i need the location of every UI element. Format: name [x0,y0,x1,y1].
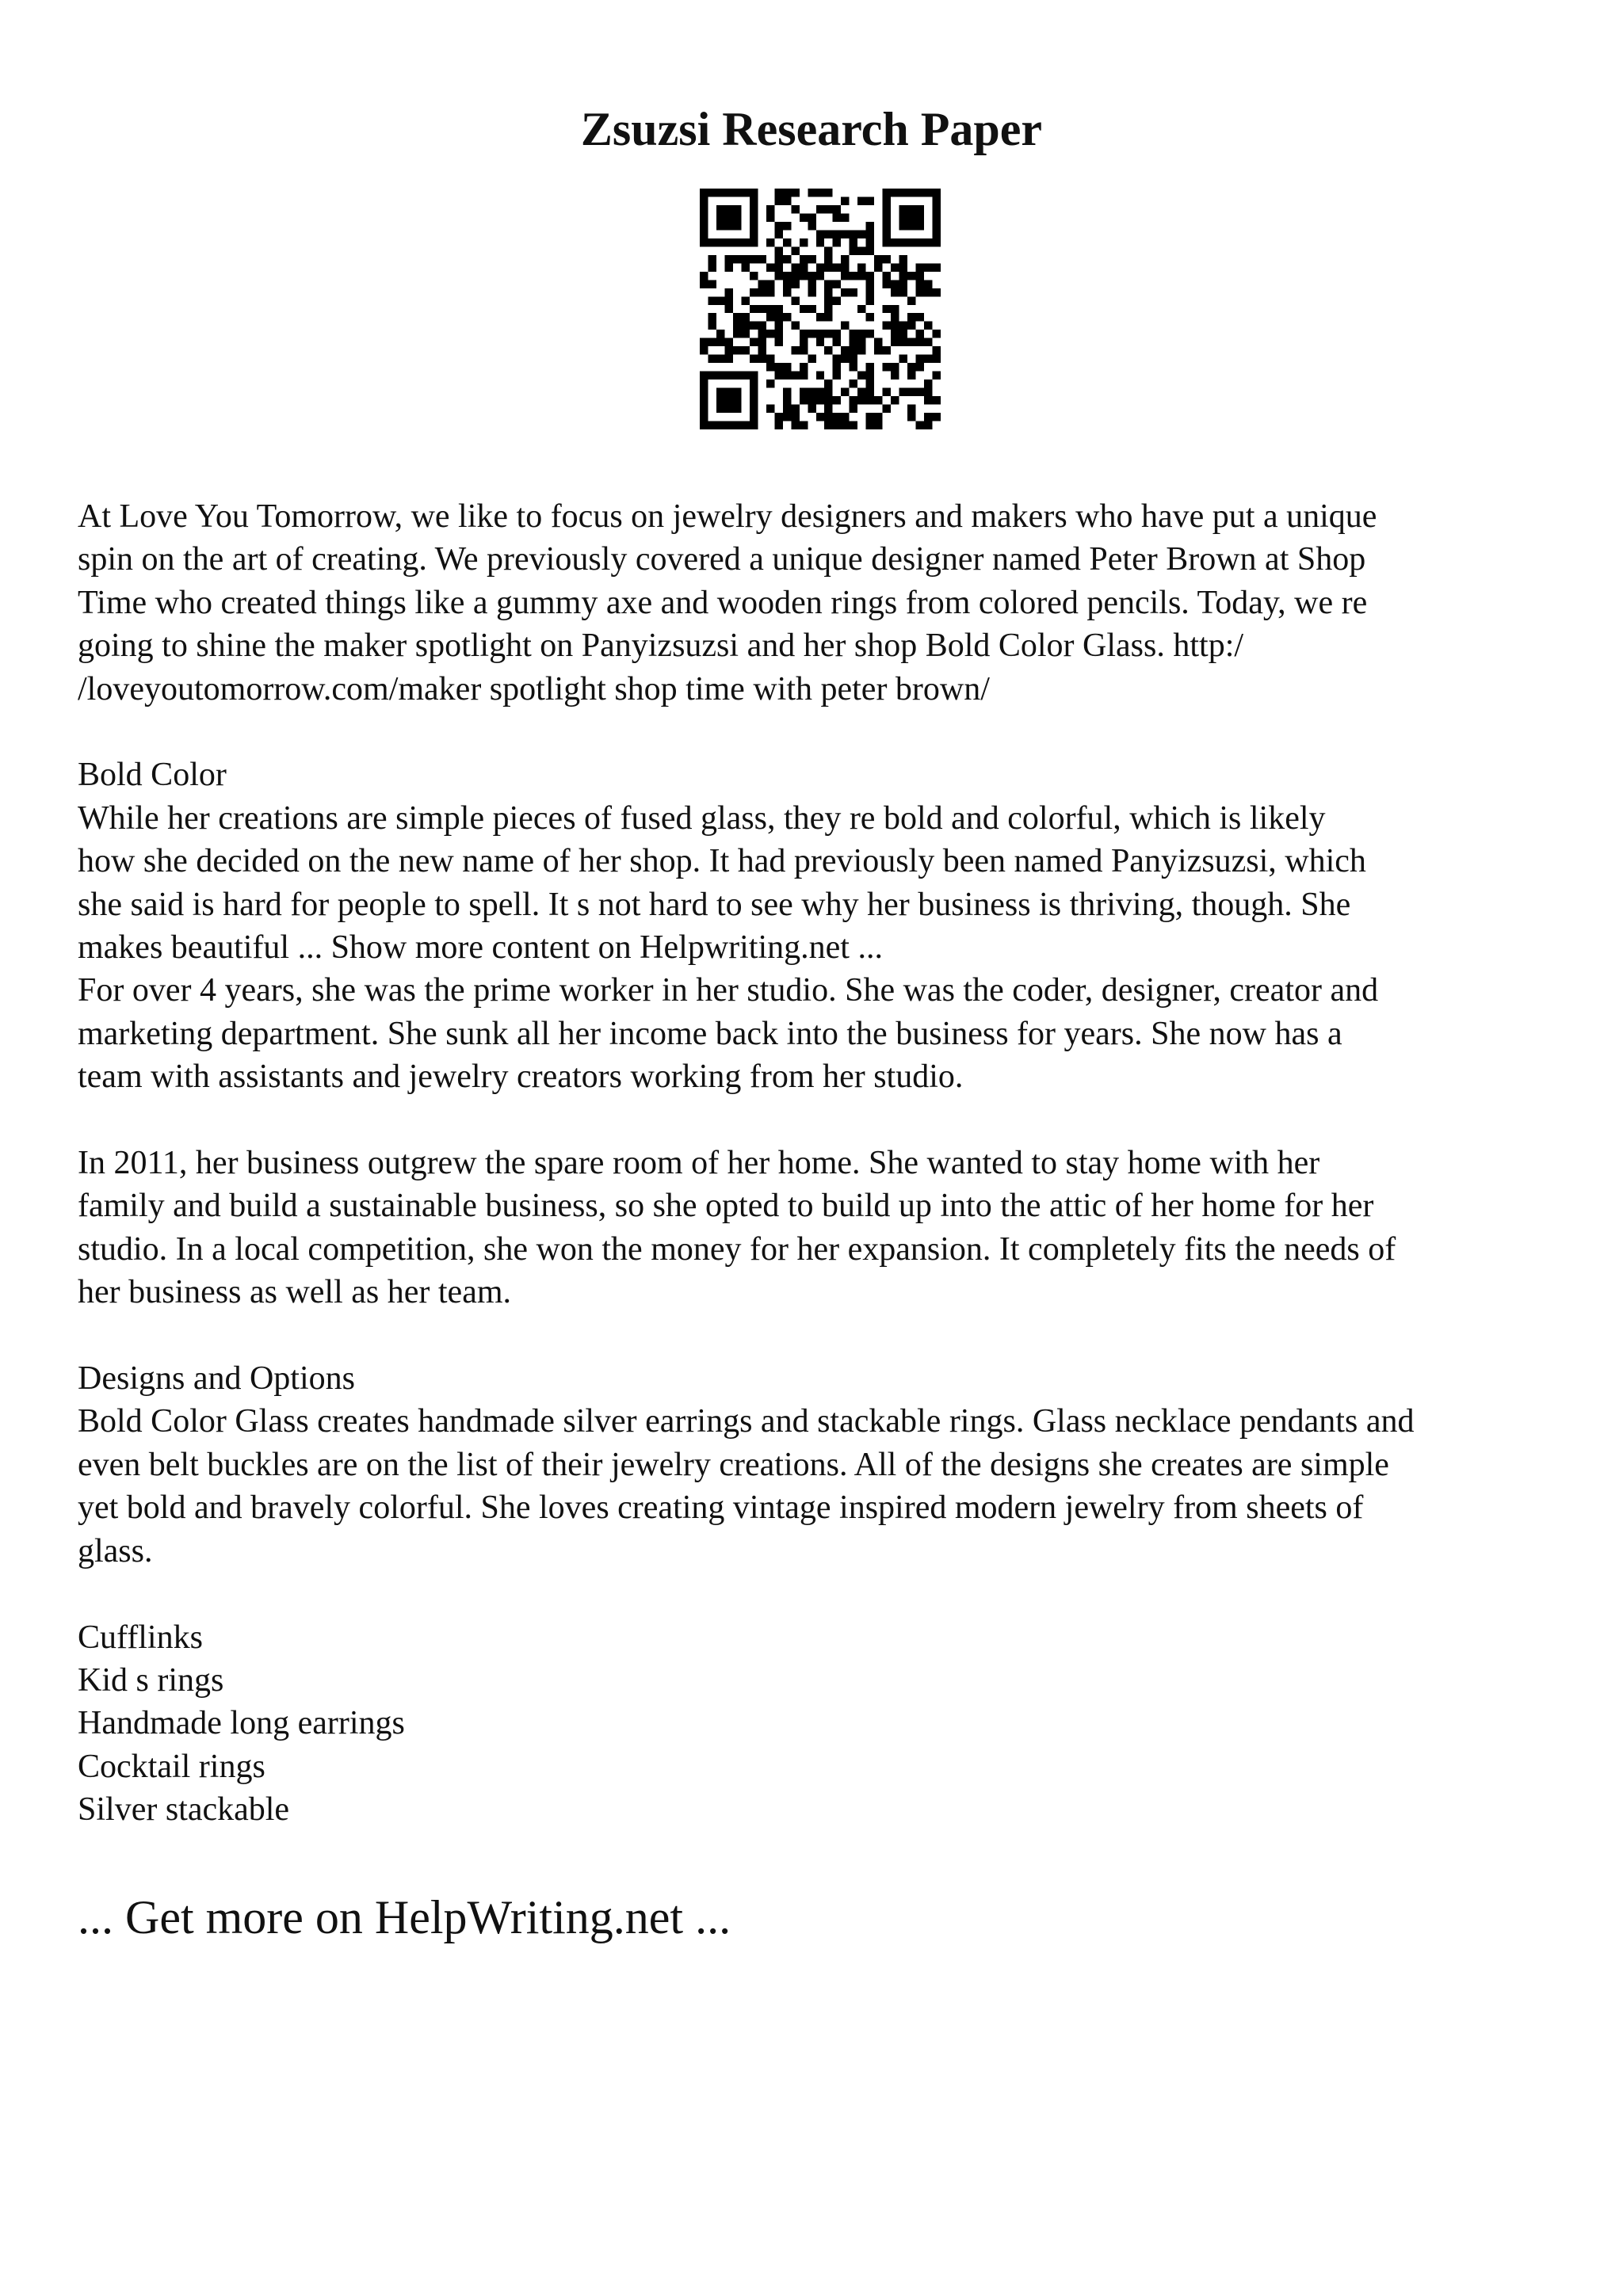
paragraph-expansion: In 2011, her business outgrew the spare room of her home. She wanted to stay home with her family and build a sustainable business, so she opted to build up into the attic of her home for her studio. In a local competition, she won the money for her expansion. It completely fits the needs of her business as well as her team. [78,1145,1396,1311]
paragraph-intro: At Love You Tomorrow, we like to focus on jewelry designers and makers who have put a unique spin on the art of creating. We previously covered a unique designer named Peter Brown at Shop Time who created things like a gummy axe and wooden rings from colored pencils. Today, we re going to shine the maker spotlight on Panyizsuzsi and her shop Bold Color Glass. http:/ /loveyoutomorrow.com/maker spotlight shop time with peter brown/ [78,498,1377,707]
page-title: Zsuzsi Research Paper [580,103,1043,155]
paragraph-bold-color: Bold Color While her creations are simple pieces of fused glass, they re bold and colorful, which is likely how she decided on the new name of her shop. It had previously been named Panyizsuzsi, which she said is hard for people to spell. It s not hard to see why her business is thriving, though. She makes beautiful ... Show more content on Helpwriting.net ... For over 4 years, she was the prime worker in her studio. She was the coder, designer, creator and marketing department. She sunk all her income back into the business for years. She now has a team with assistants and jewelry creators working from her studio. [78,757,1379,1096]
footer-link-text[interactable]: ... Get more on HelpWriting.net ... [78,1891,731,1943]
paragraph-product-list: Cufflinks Kid s rings Handmade long earrings Cocktail rings Silver stackable [78,1619,405,1829]
document-body [78,495,1575,1832]
paragraph-designs: Designs and Options Bold Color Glass creates handmade silver earrings and stackable rings. Glass necklace pendants and even belt buckles are on the list of their jewelry creations. All of the designs she creates are simple yet bold and bravely colorful. She loves creating vintage inspired modern jewelry from sheets of glass. [78,1360,1415,1569]
qr-code-icon [700,189,941,429]
